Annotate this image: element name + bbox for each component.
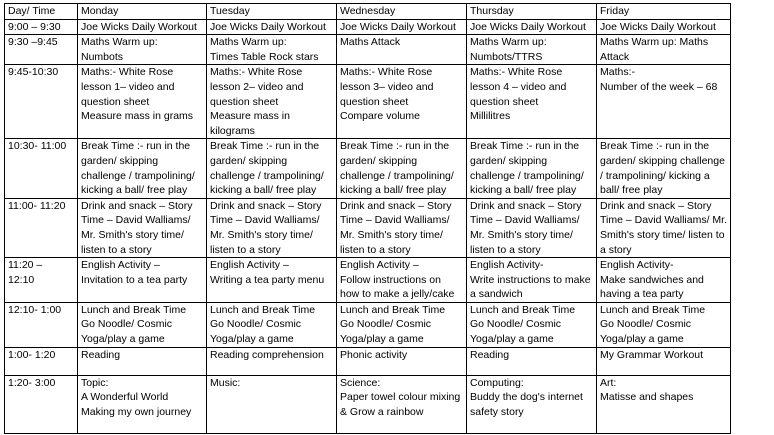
activity-cell: Maths:- Number of the week – 68 xyxy=(597,65,731,139)
table-row xyxy=(5,139,731,198)
activity-cell: Topic: A Wonderful World Making my own journey xyxy=(78,375,207,433)
header-friday: Friday xyxy=(597,4,731,20)
activity-cell: Lunch and Break Time Go Noodle/ Cosmic Yoga/play a game xyxy=(467,302,597,347)
time-cell: 12:10- 1:00 xyxy=(5,302,78,347)
time-cell: 9:45-10:30 xyxy=(5,65,78,139)
activity-cell: Reading xyxy=(78,347,207,375)
activity-cell: Lunch and Break Time Go Noodle/ Cosmic Yoga/play a game xyxy=(597,302,731,347)
activity-cell: Break Time :- run in the garden/ skipping challenge / trampolining/ kicking a ball/ free play xyxy=(467,139,597,198)
time-cell: 10:30- 11:00 xyxy=(5,139,78,198)
activity-cell: Maths:- White Rose lesson 3– video and question sheet Compare volume xyxy=(337,65,467,139)
activity-cell: Science: Paper towel colour mixing & Grow a rainbow xyxy=(337,375,467,433)
table-row xyxy=(5,19,731,35)
activity-cell: Joe Wicks Daily Workout xyxy=(467,19,597,35)
activity-cell: Drink and snack – Story Time – David Walliams/ Mr. Smith's story time/ listen to a story xyxy=(78,198,207,257)
activity-cell: English Activity- Make sandwiches and having a tea party xyxy=(597,258,731,303)
activity-cell: Maths Warm up: Times Table Rock stars xyxy=(207,35,337,65)
time-cell: 11:20 – 12:10 xyxy=(5,258,78,303)
header-tuesday: Tuesday xyxy=(207,4,337,20)
activity-cell: Break Time :- run in the garden/ skipping challenge / trampolining/ kicking a ball/ free play xyxy=(207,139,337,198)
activity-cell: Phonic activity xyxy=(337,347,467,375)
table-row xyxy=(5,302,731,347)
activity-cell: Reading xyxy=(467,347,597,375)
activity-cell: Maths Warm up: Numbots/TTRS xyxy=(467,35,597,65)
activity-cell: Lunch and Break Time Go Noodle/ Cosmic Yoga/play a game xyxy=(337,302,467,347)
activity-cell: Drink and snack – Story Time – David Walliams/ Mr. Smith's story time/ listen to a story xyxy=(207,198,337,257)
header-day-time: Day/ Time xyxy=(5,4,78,20)
activity-cell: My Grammar Workout xyxy=(597,347,731,375)
time-cell: 1:20- 3:00 xyxy=(5,375,78,433)
activity-cell: Drink and snack – Story Time – David Walliams/ Mr. Smith's story time/ listen to a story xyxy=(467,198,597,257)
weekly-timetable-table xyxy=(4,3,731,434)
activity-cell: Maths:- White Rose lesson 4 – video and question sheet Millilitres xyxy=(467,65,597,139)
time-cell: 1:00- 1:20 xyxy=(5,347,78,375)
activity-cell: Break Time :- run in the garden/ skipping challenge / trampolining/ kicking a ball/ free play xyxy=(337,139,467,198)
activity-cell: Maths Attack xyxy=(337,35,467,65)
activity-cell: Drink and snack – Story Time – David Walliams/ Mr. Smith's story time/ listen to a story xyxy=(597,198,731,257)
activity-cell: Maths:- White Rose lesson 2– video and question sheet Measure mass in kilograms xyxy=(207,65,337,139)
activity-cell: Joe Wicks Daily Workout xyxy=(337,19,467,35)
activity-cell: English Activity- Write instructions to make a sandwich xyxy=(467,258,597,303)
timetable xyxy=(4,3,731,434)
activity-cell: Computing: Buddy the dog's internet safety story xyxy=(467,375,597,433)
table-row xyxy=(5,198,731,257)
activity-cell: Lunch and Break Time Go Noodle/ Cosmic Yoga/play a game xyxy=(78,302,207,347)
header-monday: Monday xyxy=(78,4,207,20)
table-row xyxy=(5,375,731,433)
activity-cell: Break Time :- run in the garden/ skipping challenge / trampolining/ kicking a ball/ free play xyxy=(597,139,731,198)
activity-cell: Lunch and Break Time Go Noodle/ Cosmic Yoga/play a game xyxy=(207,302,337,347)
header-row xyxy=(5,4,731,20)
activity-cell: Maths:- White Rose lesson 1– video and question sheet Measure mass in grams xyxy=(78,65,207,139)
activity-cell: Break Time :- run in the garden/ skipping challenge / trampolining/ kicking a ball/ free play xyxy=(78,139,207,198)
header-wednesday: Wednesday xyxy=(337,4,467,20)
activity-cell: English Activity – Follow instructions on how to make a jelly/cake xyxy=(337,258,467,303)
activity-cell: Joe Wicks Daily Workout xyxy=(597,19,731,35)
activity-cell: Music: xyxy=(207,375,337,433)
activity-cell: English Activity – Writing a tea party menu xyxy=(207,258,337,303)
activity-cell: Maths Warm up: Numbots xyxy=(78,35,207,65)
time-cell: 9:00 – 9:30 xyxy=(5,19,78,35)
time-cell: 9:30 –9:45 xyxy=(5,35,78,65)
header-thursday: Thursday xyxy=(467,4,597,20)
activity-cell: Art: Matisse and shapes xyxy=(597,375,731,433)
activity-cell: Joe Wicks Daily Workout xyxy=(78,19,207,35)
table-row xyxy=(5,347,731,375)
time-cell: 11:00- 11:20 xyxy=(5,198,78,257)
activity-cell: Reading comprehension xyxy=(207,347,337,375)
activity-cell: Drink and snack – Story Time – David Walliams/ Mr. Smith's story time/ listen to a story xyxy=(337,198,467,257)
table-row xyxy=(5,35,731,65)
activity-cell: English Activity – Invitation to a tea party xyxy=(78,258,207,303)
activity-cell: Joe Wicks Daily Workout xyxy=(207,19,337,35)
table-row xyxy=(5,258,731,303)
table-row xyxy=(5,65,731,139)
activity-cell: Maths Warm up: Maths Attack xyxy=(597,35,731,65)
